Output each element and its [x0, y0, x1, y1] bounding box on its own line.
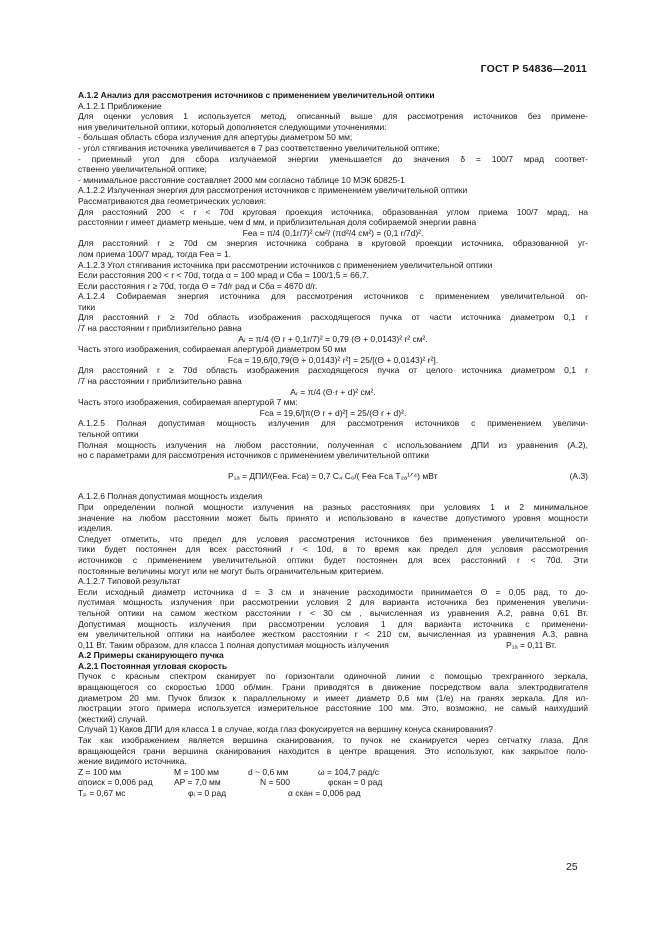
variable: N = 500 — [260, 777, 291, 788]
page-number: 25 — [566, 861, 578, 873]
variable: M = 100 мм — [174, 766, 219, 777]
paragraph-line: ния увеличительной оптики, который дополняется следующими уточнениями: — [78, 121, 387, 132]
list-item: - большая область сбора излучения для апертуры диаметром 50 мм; — [78, 132, 353, 143]
subsection-heading: А.1.2.1 Приближение — [78, 100, 162, 111]
paragraph-line: люстрации этого примера используется измерительное расстояние 100 мм. Это, возможно, не самый наихудший — [78, 703, 588, 714]
formula: Aᵣ = π/4 (Θ r + 0,1r/7)² = 0,79 (Θ + 0,0143)² r² см². — [238, 333, 428, 344]
paragraph-text: 0,11 Вт. Таким образом, для класса 1 полная допустимая мощность излучения — [78, 639, 389, 650]
paragraph-line: Полная мощность излучения на любом расстоянии, полученная с использованием ДПИ из уравнения (А.2), — [78, 439, 588, 450]
section-heading-a-2: А.2 Примеры сканирующего пучка — [78, 650, 224, 661]
paragraph-line: значение на любом расстоянии может быть принято и использовано в качестве допустимого уровня мощности — [78, 512, 588, 523]
spacer — [78, 481, 588, 491]
paragraph-line: Если исходный диаметр источника d = 3 см и значение расходимости принимается Θ = 0,05 рад, то до- — [78, 586, 588, 597]
equation-a3 — [78, 471, 588, 482]
paragraph-line: изделия. — [78, 523, 113, 534]
result-value: P₁ₐ = 0,11 Вт. — [506, 639, 557, 650]
paragraph-line: Допустимая мощность излучения при рассмотрении условия 1 для варианта источника с применени- — [78, 618, 588, 629]
paragraph-line: Для оценки условия 1 используется метод, описанный выше для рассмотрения источников без примене- — [78, 111, 588, 122]
variable: AP = 7,0 мм — [174, 777, 221, 788]
subsection-heading: А.1.2.6 Полная допустимая мощность изделия — [78, 491, 263, 502]
paragraph-line: Так как изображением является вершина сканирования, то пучок не сканируется через сетчатку глаза. Для — [78, 735, 588, 746]
paragraph-line: но с параметрами для рассмотрения источников с применением увеличительной оптики — [78, 450, 430, 461]
formula: Aᵣ = π/4 (Θ·r + d)² см². — [290, 386, 376, 397]
document-header: ГОСТ Р 54836—2011 — [480, 63, 587, 75]
subsection-heading: А.1.2.4 Собираемая энергия источника для рассмотрения источников с применением увеличительной оп- — [78, 291, 588, 302]
section-heading-a-2-1: А.2.1 Постоянная угловая скорость — [78, 660, 228, 671]
paragraph-line: Случай 1) Каков ДПИ для класса 1 в случае, когда глаз фокусируется на вершину конуса сканирования? — [78, 724, 493, 735]
variable: Z = 100 мм — [78, 766, 122, 777]
paragraph-line: Для расстояний r ≥ 70d область изображения расходящегося пучка от части источника диаметром 0,1 r — [78, 312, 588, 323]
paragraph-line: (жесткий) случай. — [78, 713, 148, 724]
variable: Tₚ = 0,67 мс — [78, 788, 126, 798]
paragraph-line: лом приема 100/7 мрад, тогда Fеа = 1. — [78, 248, 232, 259]
paragraph-line: вращающегося со скоростью 1000 об/мин. Грани приводятся в движение посредством вала электродвигателя — [78, 682, 588, 693]
variables-row — [78, 767, 588, 778]
paragraph-line: тики будет постоянен для всех расстояний r < 10d, в то время как предел для условия рассмотрения — [78, 544, 588, 555]
paragraph-line: /7 на расстоянии r приблизительно равна — [78, 323, 242, 334]
formula: P₁ₐ = ДПИ/(Fеа. Fса) = 0,7 C₄ C₆/( Fеа Fса T₂ₐ¹ᐟ⁴) мВт — [228, 470, 438, 481]
paragraph-line: тельной оптики на самом жестком расстоянии r < 30 см , вычисленная из уравнения А.2, равна 0,61 Вт. — [78, 607, 588, 618]
subsection-heading: А.1.2.2 Излученная энергия для рассмотрения источников с применением увеличительной оптики — [78, 185, 468, 196]
paragraph-line: пустимая мощность излучения при рассмотрении условия 2 для варианта источника без применения увеличи- — [78, 597, 588, 608]
paragraph-line: Пучок с красным спектром сканирует по горизонтали одиночной линии с помощью трехгранного зеркала, — [78, 671, 588, 682]
variable: φᵢ = 0 рад — [188, 788, 227, 798]
paragraph-line: Часть этого изображения, собираемая апертурой диаметром 50 мм — [78, 344, 347, 355]
subsection-heading-cont: тики — [78, 301, 96, 312]
list-item: - минимальное расстояние составляет 2000 мм согласно таблице 10 МЭК 60825-1 — [78, 174, 405, 185]
paragraph-line: Для расстояний r ≥ 70d область изображения расходящегося пучка от целого источника диаметром 0,1 r — [78, 365, 588, 376]
variable: ω = 104,7 рад/с — [318, 766, 379, 777]
paragraph-line: источников с применением увеличительной оптики будет постоянен для всех расстояний r < 70d. Эти — [78, 554, 588, 565]
subsection-heading: А.1.2.5 Полная допустимая мощность излучения для рассмотрения источников с применением увеличи- — [78, 418, 588, 429]
paragraph-line: Следует отметить, что предел для условия рассмотрения источников без применения увеличительной оп- — [78, 533, 588, 544]
subsection-heading: А.1.2.7 Типовой результат — [78, 576, 181, 587]
subsection-heading-cont: тельной оптики — [78, 429, 139, 439]
paragraph-line: /7 на расстоянии r приблизительно равна — [78, 376, 242, 387]
paragraph-line: Для расстояний r ≥ 70d см энергия источника собрана в круговой проекции источника, образованной уг- — [78, 238, 588, 249]
formula: Fса = 19,6/[0,79(Θ + 0,0143)² r²] = 25/[(Θ + 0,0143)² r²]. — [227, 354, 439, 365]
list-item: - приемный угол для сбора излучаемой энергии уменьшается до значения δ = 100/7 мрад соответ- — [78, 153, 588, 164]
paragraph-line: диаметром 20 мм. Пучок близок к параллельному и имеет диаметр 0,6 мм (1/e) на гранях зеркала. Для ил- — [78, 692, 588, 703]
paragraph-line: постоянные величины могут или не могут быть ограничительным критерием. — [78, 565, 384, 576]
variable: φскан = 0 рад — [328, 777, 383, 788]
paragraph-line: Рассматриваются два геометрических условия: — [78, 195, 267, 206]
paragraph-line-with-result — [78, 640, 588, 651]
paragraph-line: расстоянии r имеет диаметр меньше, чем d мм, и приблизительная доля собираемой энергии равна — [78, 217, 477, 228]
section-heading-a-1-2: А.1.2 Анализ для рассмотрения источников с применением увеличительной оптики — [78, 90, 435, 100]
equation-number: (А.3) — [569, 470, 588, 481]
paragraph-line: Если расстояния 200 < r < 70d, тогда α = 100 мрад и Cба = 100/1,5 = 66,7. — [78, 270, 370, 281]
paragraph-line: жение видимого источника. — [78, 756, 187, 767]
paragraph-line: При определении полной мощности излучения на разных расстояниях при условиях 1 и 2 минимальное — [78, 501, 588, 512]
paragraph-line: ем увеличительной оптики на наиболее жестком расстоянии r < 210 см, вычисленная из уравнения А.3, равна — [78, 629, 588, 640]
variables-row — [78, 777, 588, 788]
list-item: - угол стягивания источника увеличивается в 7 раз соответственно увеличительной оптике; — [78, 142, 440, 153]
variable: α скан = 0,006 рад — [288, 788, 361, 798]
variable: αпоиск = 0,006 рад — [78, 777, 153, 788]
paragraph-line: Часть этого изображения, собираемая апертурой 7 мм: — [78, 397, 298, 408]
list-item-cont: ственно увеличительной оптике; — [78, 164, 207, 175]
spacer — [78, 461, 588, 471]
paragraph-line: вращающейся грани вершина сканирования находится в центре вращения. Это используют, как закрытое поло- — [78, 745, 588, 756]
formula: Fеа = π/4 (0,1r/7)² см²/ (πd²/4 см²) = (0,1 r/7d)². — [242, 227, 424, 238]
paragraph-line: Для расстояний 200 < r < 70d круговая проекция источника, образованная углом приема 100/7 мрад, на — [78, 206, 588, 217]
document-body — [78, 90, 588, 799]
variable: d ~ 0,6 мм — [248, 766, 289, 777]
variables-row — [78, 788, 588, 799]
paragraph-line: Если расстояния r ≥ 70d, тогда Θ = 7d/r рад и Cба = 4670 d/r. — [78, 280, 318, 291]
formula: Fса = 19,6/[π(Θ r + d)²] = 25/(Θ r + d)². — [259, 407, 407, 418]
subsection-heading: А.1.2.3 Угол стягивания источника при рассмотрении источников с применением увеличительной оптики — [78, 259, 493, 270]
